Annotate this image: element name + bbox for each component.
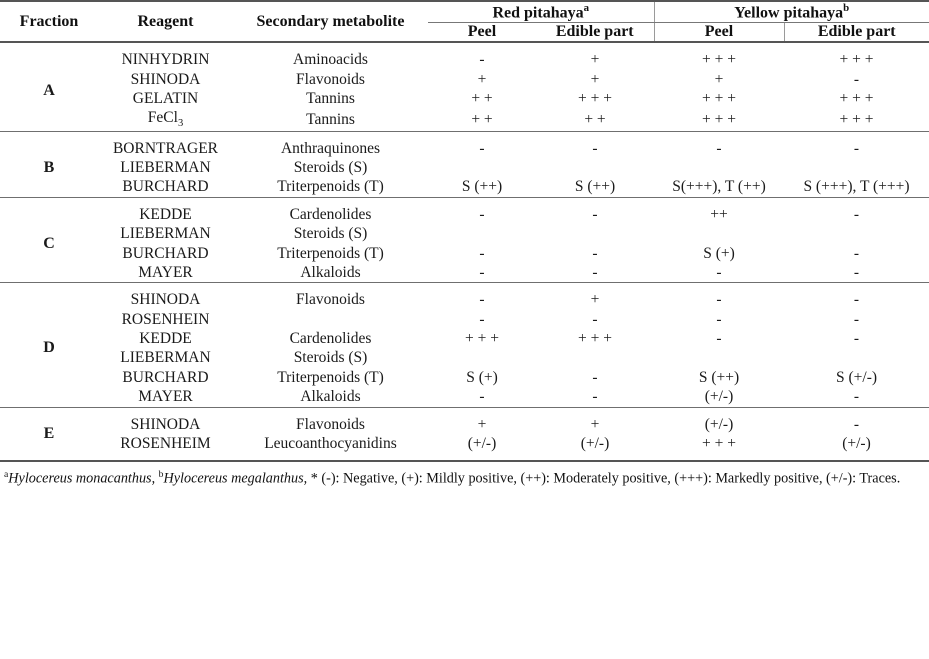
table-row: [0, 205, 929, 224]
table-row: [0, 244, 929, 263]
value-yellow-peel: (+/-): [704, 415, 734, 433]
reagent-cell: MAYER: [138, 263, 193, 281]
table-row: [0, 329, 929, 348]
table-row: [0, 263, 929, 283]
table-row: [0, 348, 929, 367]
value-red-edible: + +: [584, 110, 606, 128]
value-red-peel: + +: [471, 90, 493, 108]
value-yellow-edible: S (+/-): [835, 368, 878, 386]
col-header-yellow-edible: Edible part: [784, 23, 929, 43]
col-header-yellow-pitahaya: [654, 1, 929, 23]
value-red-peel: S (+): [466, 368, 498, 386]
value-yellow-edible: -: [853, 330, 860, 348]
red-pitahaya-footnote-marker: a: [583, 2, 590, 14]
value-yellow-edible: -: [853, 139, 860, 157]
footnote-species-b: Hylocereus megalanthus: [163, 471, 304, 488]
value-red-edible: [536, 158, 654, 177]
reagent-cell: LIEBERMAN: [120, 159, 211, 177]
metabolite-cell: Steroids (S): [293, 225, 368, 243]
value-yellow-edible: [784, 348, 929, 367]
table-row: [0, 310, 929, 329]
metabolite-cell: Flavonoids: [296, 70, 365, 88]
value-yellow-peel: S (++): [698, 368, 740, 386]
table-row: [0, 290, 929, 309]
table-row: [0, 70, 929, 89]
spacer: [0, 42, 929, 50]
value-red-edible: +: [590, 51, 600, 69]
reagent-cell: SHINODA: [130, 415, 201, 433]
value-red-peel: -: [479, 310, 485, 328]
value-yellow-peel: (+/-): [704, 388, 734, 406]
value-yellow-edible: + + +: [839, 110, 874, 128]
footnote-marker-a: a: [4, 469, 9, 481]
table-row: [0, 368, 929, 387]
table-header: [0, 1, 929, 42]
value-red-peel: +: [477, 70, 487, 88]
reagent-cell: SHINODA: [130, 291, 201, 309]
value-red-peel: -: [479, 139, 485, 157]
table-row: [0, 139, 929, 158]
table-row: [0, 108, 929, 131]
value-yellow-peel: [654, 158, 784, 177]
metabolite-cell: Cardenolides: [289, 205, 372, 223]
fraction-label-d: D: [43, 339, 55, 357]
reagent-cell: NINHYDRIN: [121, 51, 210, 69]
table-row: [0, 387, 929, 407]
footnote-legend: , * (-): Negative, (+): Mildly positive, (++): Moderately positive, (+++): Markedly positive, (+/-): Traces.: [303, 471, 901, 488]
reagent-cell: KEDDE: [139, 330, 192, 348]
reagent-fecl3-subscript: 3: [177, 118, 184, 130]
col-header-reagent: Reagent: [137, 12, 194, 30]
value-yellow-peel: + + +: [702, 90, 736, 108]
col-header-red-pitahaya: [428, 1, 654, 23]
spacer: [0, 453, 929, 460]
fraction-label-e: E: [43, 424, 55, 442]
yellow-pitahaya-footnote-marker: b: [843, 2, 850, 14]
value-yellow-edible: (+/-): [842, 434, 871, 452]
metabolite-cell: Flavonoids: [296, 291, 365, 309]
col-header-red-edible: Edible part: [555, 23, 634, 41]
metabolite-cell: [233, 310, 428, 329]
value-red-peel: [428, 348, 536, 367]
metabolite-cell: Flavonoids: [296, 415, 365, 433]
metabolite-cell: Triterpenoids (T): [277, 244, 384, 262]
fraction-label-b: B: [43, 158, 55, 176]
value-red-edible: -: [592, 139, 598, 157]
value-red-peel: -: [479, 244, 485, 262]
metabolite-cell: Tannins: [306, 110, 355, 128]
value-red-peel: + + +: [465, 330, 499, 348]
value-red-edible: [536, 224, 654, 243]
value-red-peel: -: [479, 263, 485, 281]
value-red-edible: + + +: [578, 330, 612, 348]
value-red-peel: S (++): [461, 178, 503, 196]
spacer: [0, 132, 929, 139]
value-red-peel: [428, 158, 536, 177]
metabolite-cell: Tannins: [306, 90, 355, 108]
value-red-edible: -: [592, 205, 598, 223]
value-red-peel: [428, 224, 536, 243]
table-row: [0, 50, 929, 69]
metabolite-cell: Leucoanthocyanidins: [264, 434, 397, 452]
table-footnote: [0, 460, 929, 489]
table-row: [0, 415, 929, 434]
header-row-top: [0, 1, 929, 23]
table-row: [0, 89, 929, 108]
metabolite-cell: Alkaloids: [300, 263, 361, 281]
reagent-cell: SHINODA: [130, 70, 201, 88]
metabolite-cell: Triterpenoids (T): [277, 368, 384, 386]
value-yellow-peel: -: [716, 263, 722, 281]
value-yellow-peel: [654, 348, 784, 367]
value-red-edible: -: [592, 368, 598, 386]
table-row: [0, 224, 929, 243]
col-header-metabolite: Secondary metabolite: [256, 12, 405, 30]
value-yellow-edible: -: [853, 291, 860, 309]
value-yellow-peel: [654, 224, 784, 243]
value-yellow-edible: + + +: [839, 90, 874, 108]
value-red-edible: -: [592, 263, 598, 281]
reagent-cell: ROSENHEIN: [121, 310, 210, 328]
reagent-cell: BURCHARD: [122, 178, 209, 196]
value-red-peel: -: [479, 51, 485, 69]
fraction-label-a: A: [43, 81, 55, 99]
value-yellow-peel: ++: [710, 205, 728, 223]
value-red-edible: +: [590, 291, 600, 309]
spacer: [0, 283, 929, 290]
value-red-edible: -: [592, 388, 598, 406]
value-red-peel: +: [477, 415, 487, 433]
reagent-cell: LIEBERMAN: [120, 225, 211, 243]
value-red-edible: [536, 348, 654, 367]
footnote-sep: ,: [151, 471, 159, 488]
value-red-edible: -: [592, 310, 598, 328]
reagent-cell: GELATIN: [132, 90, 199, 108]
reagent-cell-fecl3: [98, 108, 233, 131]
metabolite-cell: Alkaloids: [300, 388, 361, 406]
metabolite-cell: Steroids (S): [293, 159, 368, 177]
spacer: [0, 408, 929, 415]
metabolite-cell: Triterpenoids (T): [277, 178, 384, 196]
table-body: [0, 42, 929, 460]
red-pitahaya-label: Red pitahaya: [492, 4, 584, 22]
value-yellow-edible: -: [853, 415, 860, 433]
value-yellow-peel: + + +: [702, 51, 736, 69]
value-yellow-peel: + + +: [702, 434, 736, 452]
value-yellow-edible: -: [853, 205, 860, 223]
value-red-edible: S (++): [574, 178, 616, 196]
value-yellow-peel: S(+++), T (++): [672, 178, 766, 196]
table-row: [0, 434, 929, 453]
value-yellow-peel: -: [716, 310, 722, 328]
reagent-cell: BURCHARD: [122, 368, 209, 386]
value-red-edible: +: [590, 70, 600, 88]
reagent-cell: LIEBERMAN: [120, 349, 211, 367]
value-yellow-edible: + + +: [839, 51, 874, 69]
metabolite-cell: Anthraquinones: [280, 139, 380, 157]
reagent-cell: ROSENHEIM: [120, 434, 211, 452]
value-yellow-edible: -: [853, 388, 860, 406]
reagent-fecl3-base: FeCl: [147, 109, 178, 127]
value-yellow-peel: + + +: [702, 110, 736, 128]
metabolite-cell: Steroids (S): [293, 349, 368, 367]
metabolite-cell: Aminoacids: [293, 51, 368, 69]
footnote-marker-b: b: [158, 469, 164, 481]
value-red-peel: -: [479, 291, 485, 309]
col-header-fraction: Fraction: [19, 12, 79, 30]
reagent-cell: BURCHARD: [122, 244, 209, 262]
value-yellow-edible: -: [853, 263, 860, 281]
value-red-edible: (+/-): [580, 434, 610, 452]
value-red-edible: +: [590, 415, 600, 433]
value-red-peel: (+/-): [467, 434, 497, 452]
value-yellow-edible: -: [853, 244, 860, 262]
value-yellow-edible: [784, 158, 929, 177]
footnote-species-a: Hylocereus monacanthus: [8, 471, 152, 488]
value-red-peel: + +: [471, 110, 493, 128]
table-row: [0, 177, 929, 197]
value-yellow-edible: [784, 224, 929, 243]
value-yellow-edible: S (+++), T (+++): [803, 178, 910, 196]
col-header-red-peel: Peel: [467, 23, 497, 41]
fraction-label-c: C: [43, 234, 55, 252]
yellow-pitahaya-label: Yellow pitahaya: [734, 4, 844, 22]
value-yellow-peel: -: [716, 291, 722, 309]
value-red-edible: -: [592, 244, 598, 262]
value-yellow-edible: -: [853, 310, 860, 328]
reagent-cell: MAYER: [138, 388, 193, 406]
table-row: [0, 158, 929, 177]
value-yellow-peel: -: [716, 139, 722, 157]
value-red-peel: -: [479, 388, 485, 406]
value-yellow-peel: +: [714, 70, 724, 88]
value-red-edible: + + +: [578, 90, 612, 108]
value-yellow-peel: -: [716, 330, 722, 348]
value-yellow-peel: S (+): [703, 244, 735, 262]
reagent-cell: BORNTRAGER: [112, 139, 219, 157]
reagent-cell: KEDDE: [139, 205, 192, 223]
col-header-yellow-peel: Peel: [654, 23, 784, 43]
value-red-peel: -: [479, 205, 485, 223]
value-yellow-edible: -: [853, 70, 860, 88]
spacer: [0, 198, 929, 205]
metabolite-cell: Cardenolides: [289, 330, 372, 348]
